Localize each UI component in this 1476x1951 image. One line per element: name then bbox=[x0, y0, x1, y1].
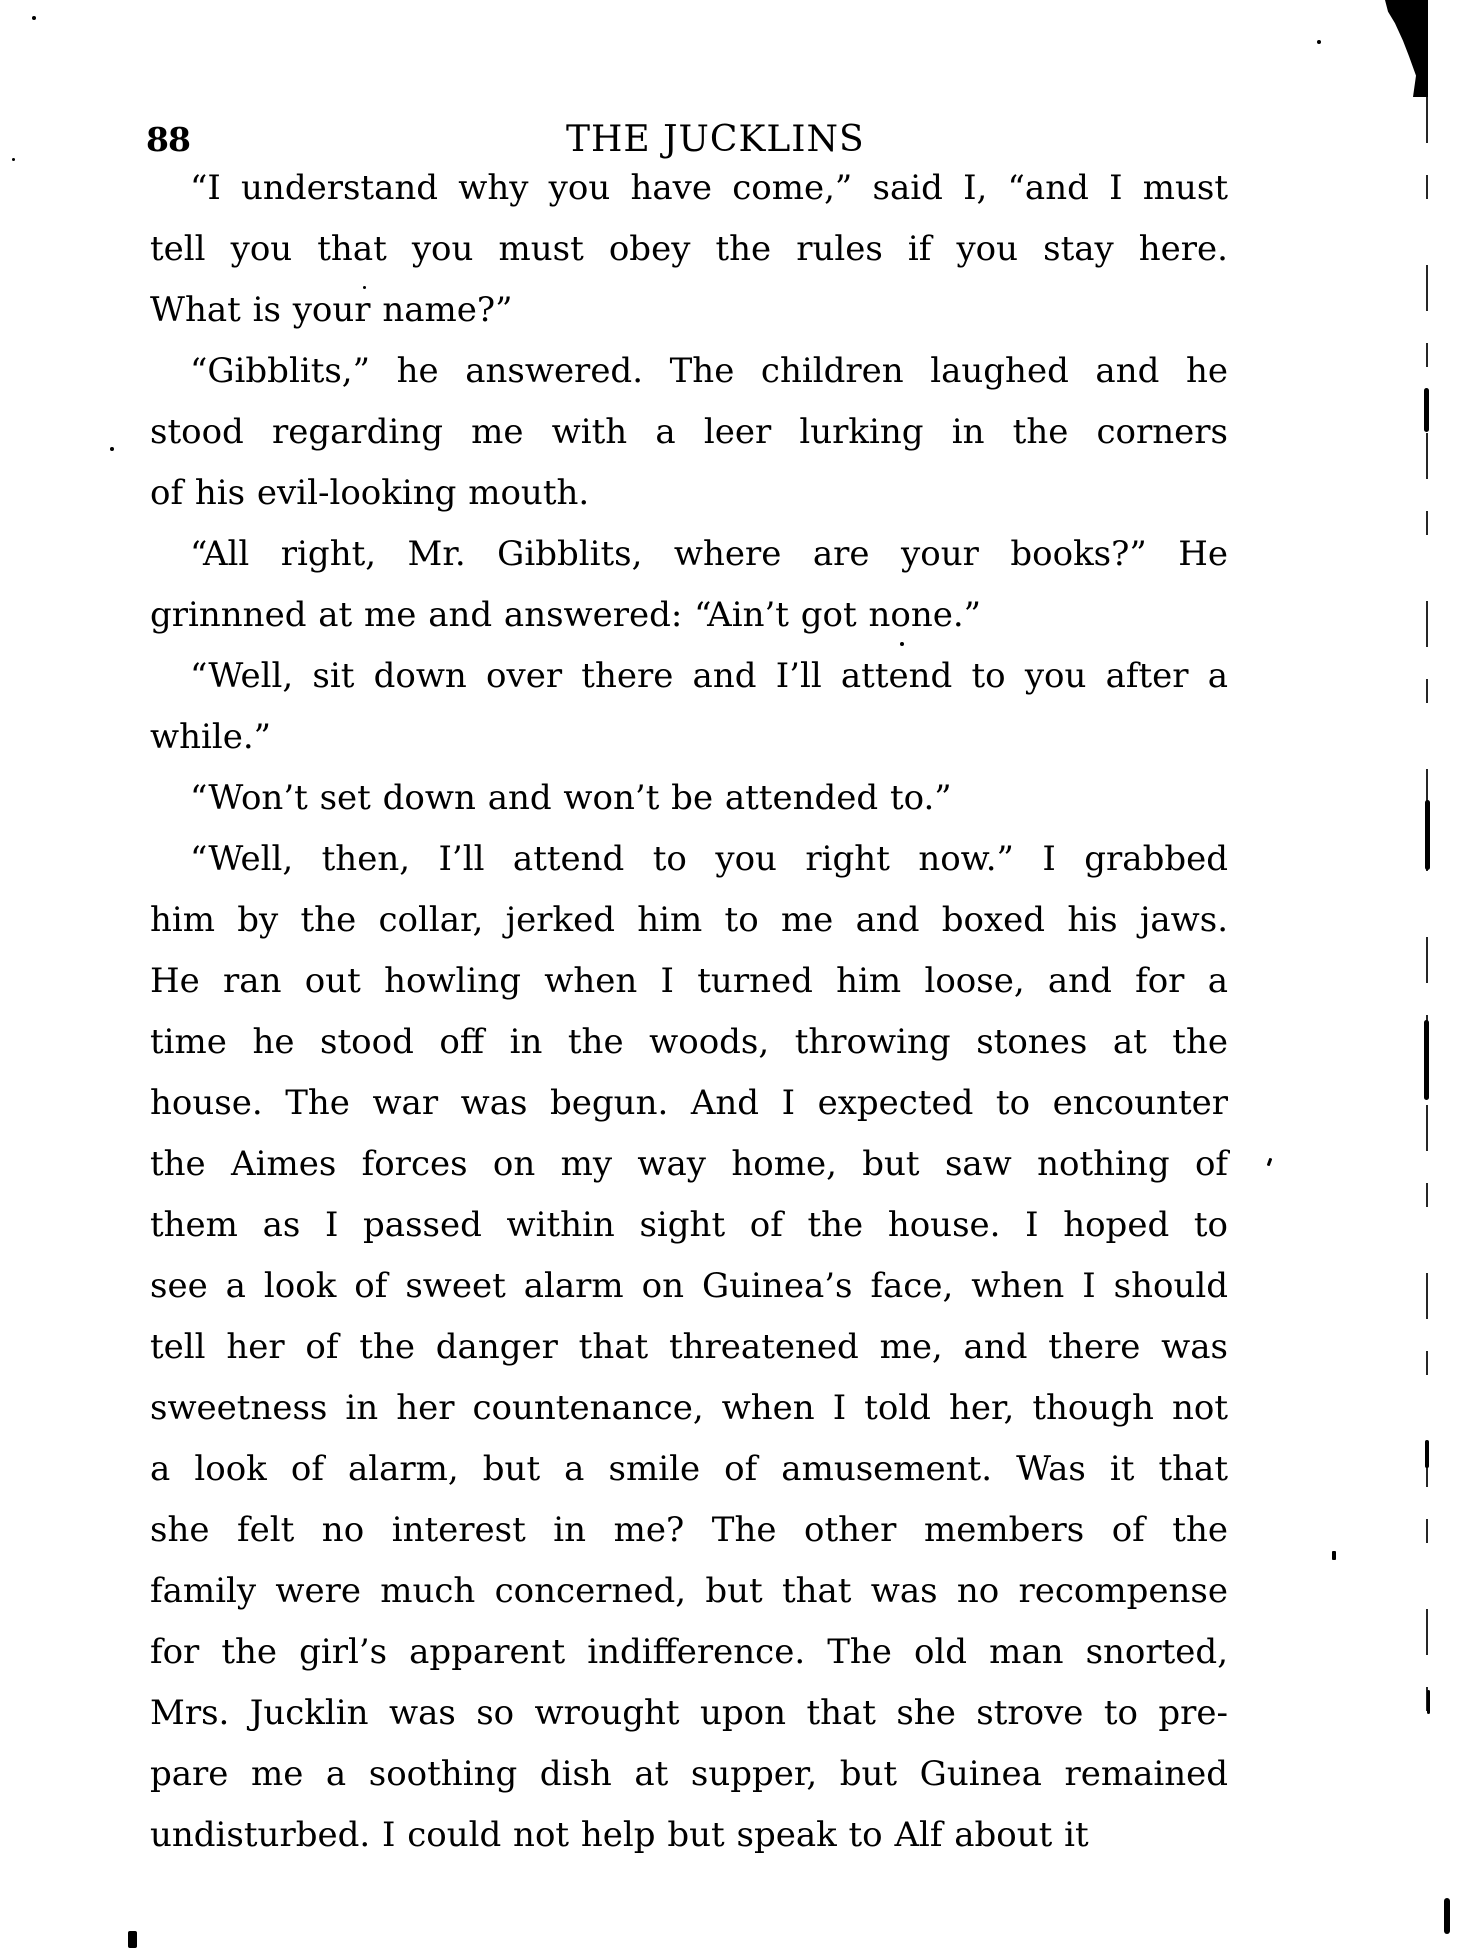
scan-bottom-dash bbox=[1444, 1898, 1450, 1934]
scan-speck bbox=[1267, 1158, 1273, 1167]
scan-speck bbox=[363, 286, 366, 289]
text-line: grinnned at me and answered: “Ain’t got none.” bbox=[150, 595, 982, 635]
text-line: “All right, Mr. Gibblits, where are your books?” He bbox=[190, 534, 1228, 574]
text-line: What is your name?” bbox=[150, 290, 513, 330]
text-line: pare me a soothing dish at supper, but Guinea remained bbox=[150, 1754, 1228, 1794]
page-number: 88 bbox=[146, 120, 190, 159]
scan-speck bbox=[12, 158, 15, 161]
text-line: see a look of sweet alarm on Guinea’s face, when I should bbox=[150, 1266, 1228, 1306]
text-line: Mrs. Jucklin was so wrought upon that she strove to pre- bbox=[150, 1693, 1228, 1733]
scan-streak-blob bbox=[1425, 800, 1430, 870]
body-text bbox=[150, 158, 1228, 1866]
text-line: tell her of the danger that threatened me, and there was bbox=[150, 1327, 1228, 1367]
text-line: He ran out howling when I turned him loose, and for a bbox=[150, 961, 1228, 1001]
text-line: him by the collar, jerked him to me and boxed his jaws. bbox=[150, 900, 1228, 940]
text-line: stood regarding me with a leer lurking in the corners bbox=[150, 412, 1228, 452]
text-line: for the girl’s apparent indifference. The old man snorted, bbox=[150, 1632, 1228, 1672]
text-line: them as I passed within sight of the house. I hoped to bbox=[150, 1205, 1228, 1245]
scan-speck bbox=[1317, 40, 1321, 44]
scan-streak-blob bbox=[1424, 1020, 1429, 1100]
scan-speck bbox=[900, 642, 904, 646]
text-line: she felt no interest in me? The other members of the bbox=[150, 1510, 1228, 1550]
text-line: sweetness in her countenance, when I told her, though not bbox=[150, 1388, 1228, 1428]
text-line: “Won’t set down and won’t be attended to.” bbox=[190, 778, 952, 818]
scan-streak-blob bbox=[1424, 388, 1429, 432]
scan-speck bbox=[110, 447, 114, 451]
text-line: tell you that you must obey the rules if you stay here. bbox=[150, 229, 1228, 269]
scan-streak-blob bbox=[1427, 1690, 1430, 1714]
text-line: a look of alarm, but a smile of amusement. Was it that bbox=[150, 1449, 1228, 1489]
text-line: “Gibblits,” he answered. The children laughed and he bbox=[190, 351, 1228, 391]
running-title: THE JUCKLINS bbox=[566, 119, 865, 160]
scan-binding-streak bbox=[1426, 97, 1428, 1727]
text-line: while.” bbox=[150, 717, 272, 757]
scan-speck bbox=[1332, 1551, 1336, 1560]
text-line: time he stood off in the woods, throwing stones at the bbox=[150, 1022, 1228, 1062]
scan-streak-blob bbox=[1425, 1440, 1429, 1468]
text-line: “I understand why you have come,” said I, “and I must bbox=[190, 168, 1228, 208]
scan-corner-blotch bbox=[1378, 0, 1428, 97]
text-line: undisturbed. I could not help but speak to Alf about it bbox=[150, 1815, 1089, 1855]
text-line: the Aimes forces on my way home, but saw nothing of bbox=[150, 1144, 1228, 1184]
text-line: “Well, then, I’ll attend to you right now.” I grabbed bbox=[190, 839, 1228, 879]
text-line: “Well, sit down over there and I’ll attend to you after a bbox=[190, 656, 1228, 696]
text-line: family were much concerned, but that was no recompense bbox=[150, 1571, 1228, 1611]
scan-bottom-left-mark bbox=[128, 1931, 137, 1948]
scan-speck bbox=[32, 16, 36, 20]
text-line: of his evil-looking mouth. bbox=[150, 473, 590, 513]
text-line: house. The war was begun. And I expected to encounter bbox=[150, 1083, 1228, 1123]
